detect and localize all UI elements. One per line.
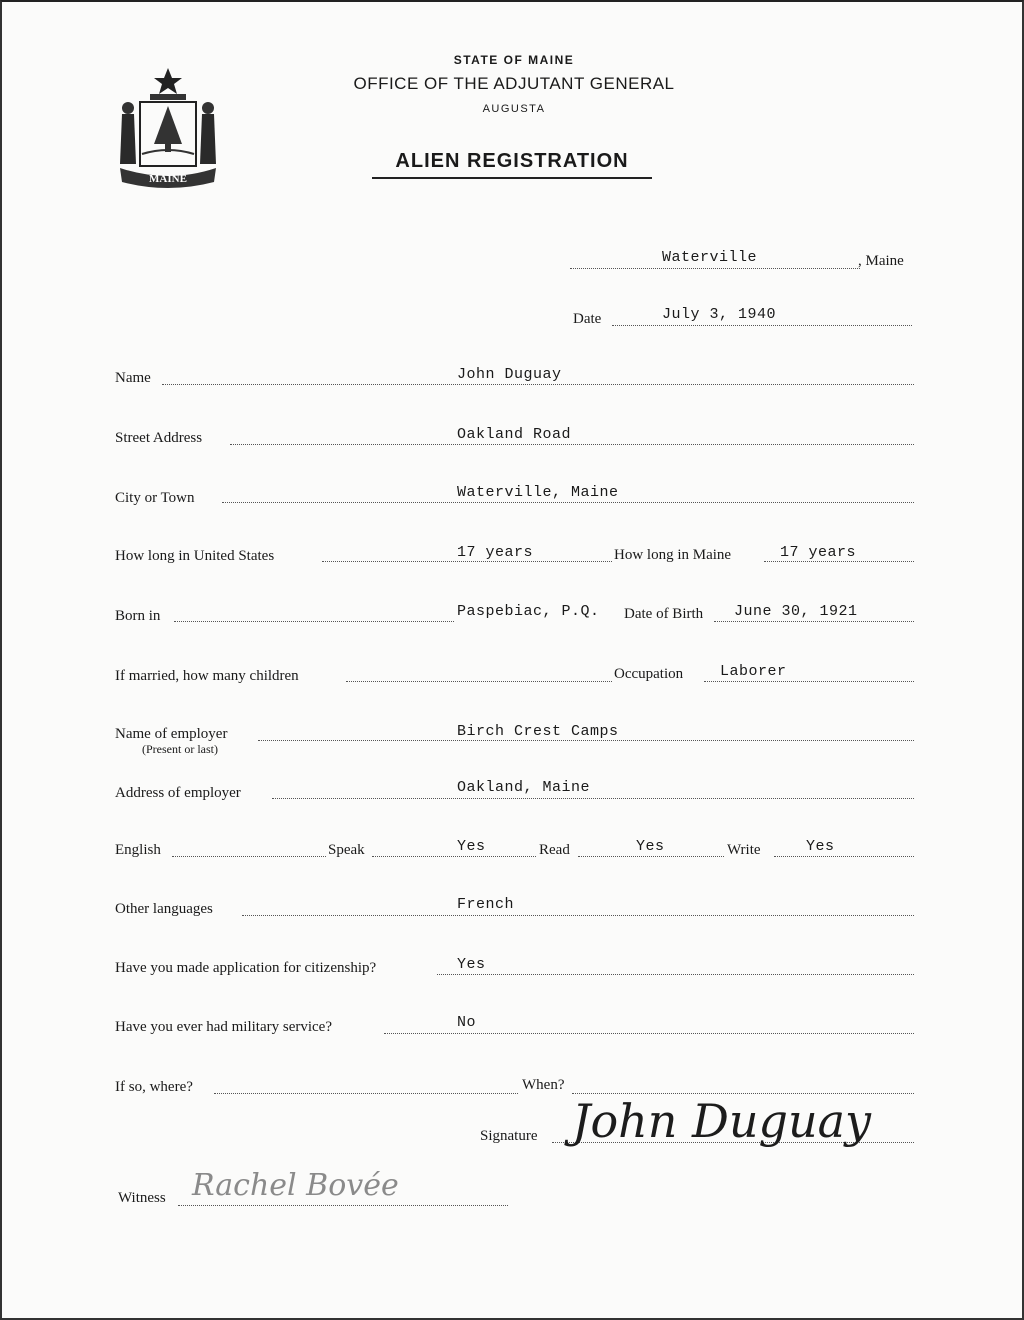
- street-label: Street Address: [115, 430, 203, 446]
- signature-label: Signature: [480, 1128, 538, 1144]
- date-line: [612, 325, 912, 326]
- name-label: Name: [115, 370, 151, 386]
- where-line: [214, 1093, 518, 1094]
- name-value: John Duguay: [457, 366, 562, 383]
- write-line: [774, 856, 914, 857]
- other-languages-line: [242, 915, 914, 916]
- how-long-maine-value: 17 years: [780, 544, 857, 561]
- header-city: AUGUSTA: [482, 103, 546, 115]
- street-value: Oakland Road: [457, 426, 572, 443]
- date-of-birth-value: June 30, 1921: [734, 603, 858, 620]
- employer-address-line: [272, 798, 914, 799]
- street-line: [230, 444, 914, 445]
- place-line: [570, 268, 860, 269]
- header-office: OFFICE OF THE ADJUTANT GENERAL: [353, 74, 675, 93]
- speak-line: [372, 856, 536, 857]
- children-label: If married, how many children: [115, 668, 299, 684]
- speak-value: Yes: [457, 838, 486, 855]
- born-in-line: [174, 621, 454, 622]
- speak-label: Speak: [328, 842, 365, 858]
- born-in-label: Born in: [115, 608, 161, 624]
- employer-value: Birch Crest Camps: [457, 723, 619, 740]
- occupation-label: Occupation: [614, 666, 684, 682]
- city-label: City or Town: [115, 490, 195, 506]
- form-title: ALIEN REGISTRATION: [372, 150, 652, 179]
- employer-address-label: Address of employer: [115, 785, 241, 801]
- other-languages-value: French: [457, 896, 515, 913]
- how-long-us-label: How long in United States: [115, 548, 275, 564]
- city-value: Waterville, Maine: [457, 484, 619, 501]
- signature-value: John Duguay: [572, 1094, 871, 1148]
- how-long-maine-label: How long in Maine: [614, 547, 732, 563]
- how-long-maine-line: [764, 561, 914, 562]
- read-label: Read: [539, 842, 570, 858]
- maine-state-seal-icon: [114, 64, 222, 192]
- employer-address-value: Oakland, Maine: [457, 779, 591, 796]
- date-of-birth-line: [714, 621, 914, 622]
- name-line: [162, 384, 914, 385]
- witness-value: Rachel Bovée: [192, 1168, 399, 1203]
- when-label: When?: [522, 1077, 565, 1093]
- witness-label: Witness: [118, 1190, 166, 1206]
- citizenship-line: [437, 974, 914, 975]
- employer-sublabel: (Present or last): [142, 742, 218, 756]
- military-line: [384, 1033, 914, 1034]
- born-in-value: Paspebiac, P.Q.: [457, 603, 600, 620]
- where-label: If so, where?: [115, 1079, 193, 1095]
- occupation-value: Laborer: [720, 663, 787, 680]
- date-label: Date: [573, 311, 602, 327]
- read-value: Yes: [636, 838, 665, 855]
- read-line: [578, 856, 724, 857]
- children-line: [346, 681, 612, 682]
- city-line: [222, 502, 914, 503]
- employer-line: [258, 740, 914, 741]
- english-label: English: [115, 842, 161, 858]
- date-value: July 3, 1940: [662, 306, 777, 323]
- citizenship-value: Yes: [457, 956, 486, 973]
- military-value: No: [457, 1014, 477, 1031]
- occupation-line: [704, 681, 914, 682]
- place-town-value: Waterville: [662, 249, 758, 266]
- how-long-us-line: [322, 561, 612, 562]
- military-label: Have you ever had military service?: [115, 1019, 332, 1035]
- witness-line: [178, 1205, 508, 1206]
- date-of-birth-label: Date of Birth: [624, 606, 704, 622]
- other-languages-label: Other languages: [115, 901, 213, 917]
- how-long-us-value: 17 years: [457, 544, 534, 561]
- citizenship-label: Have you made application for citizenship?: [115, 960, 377, 976]
- place-state-label: , Maine: [858, 253, 904, 269]
- write-value: Yes: [806, 838, 835, 855]
- english-line: [172, 856, 326, 857]
- svg-text:MAINE: MAINE: [149, 173, 187, 185]
- employer-label: Name of employer: [115, 726, 228, 742]
- write-label: Write: [727, 842, 761, 858]
- header-state: STATE OF MAINE: [453, 53, 575, 67]
